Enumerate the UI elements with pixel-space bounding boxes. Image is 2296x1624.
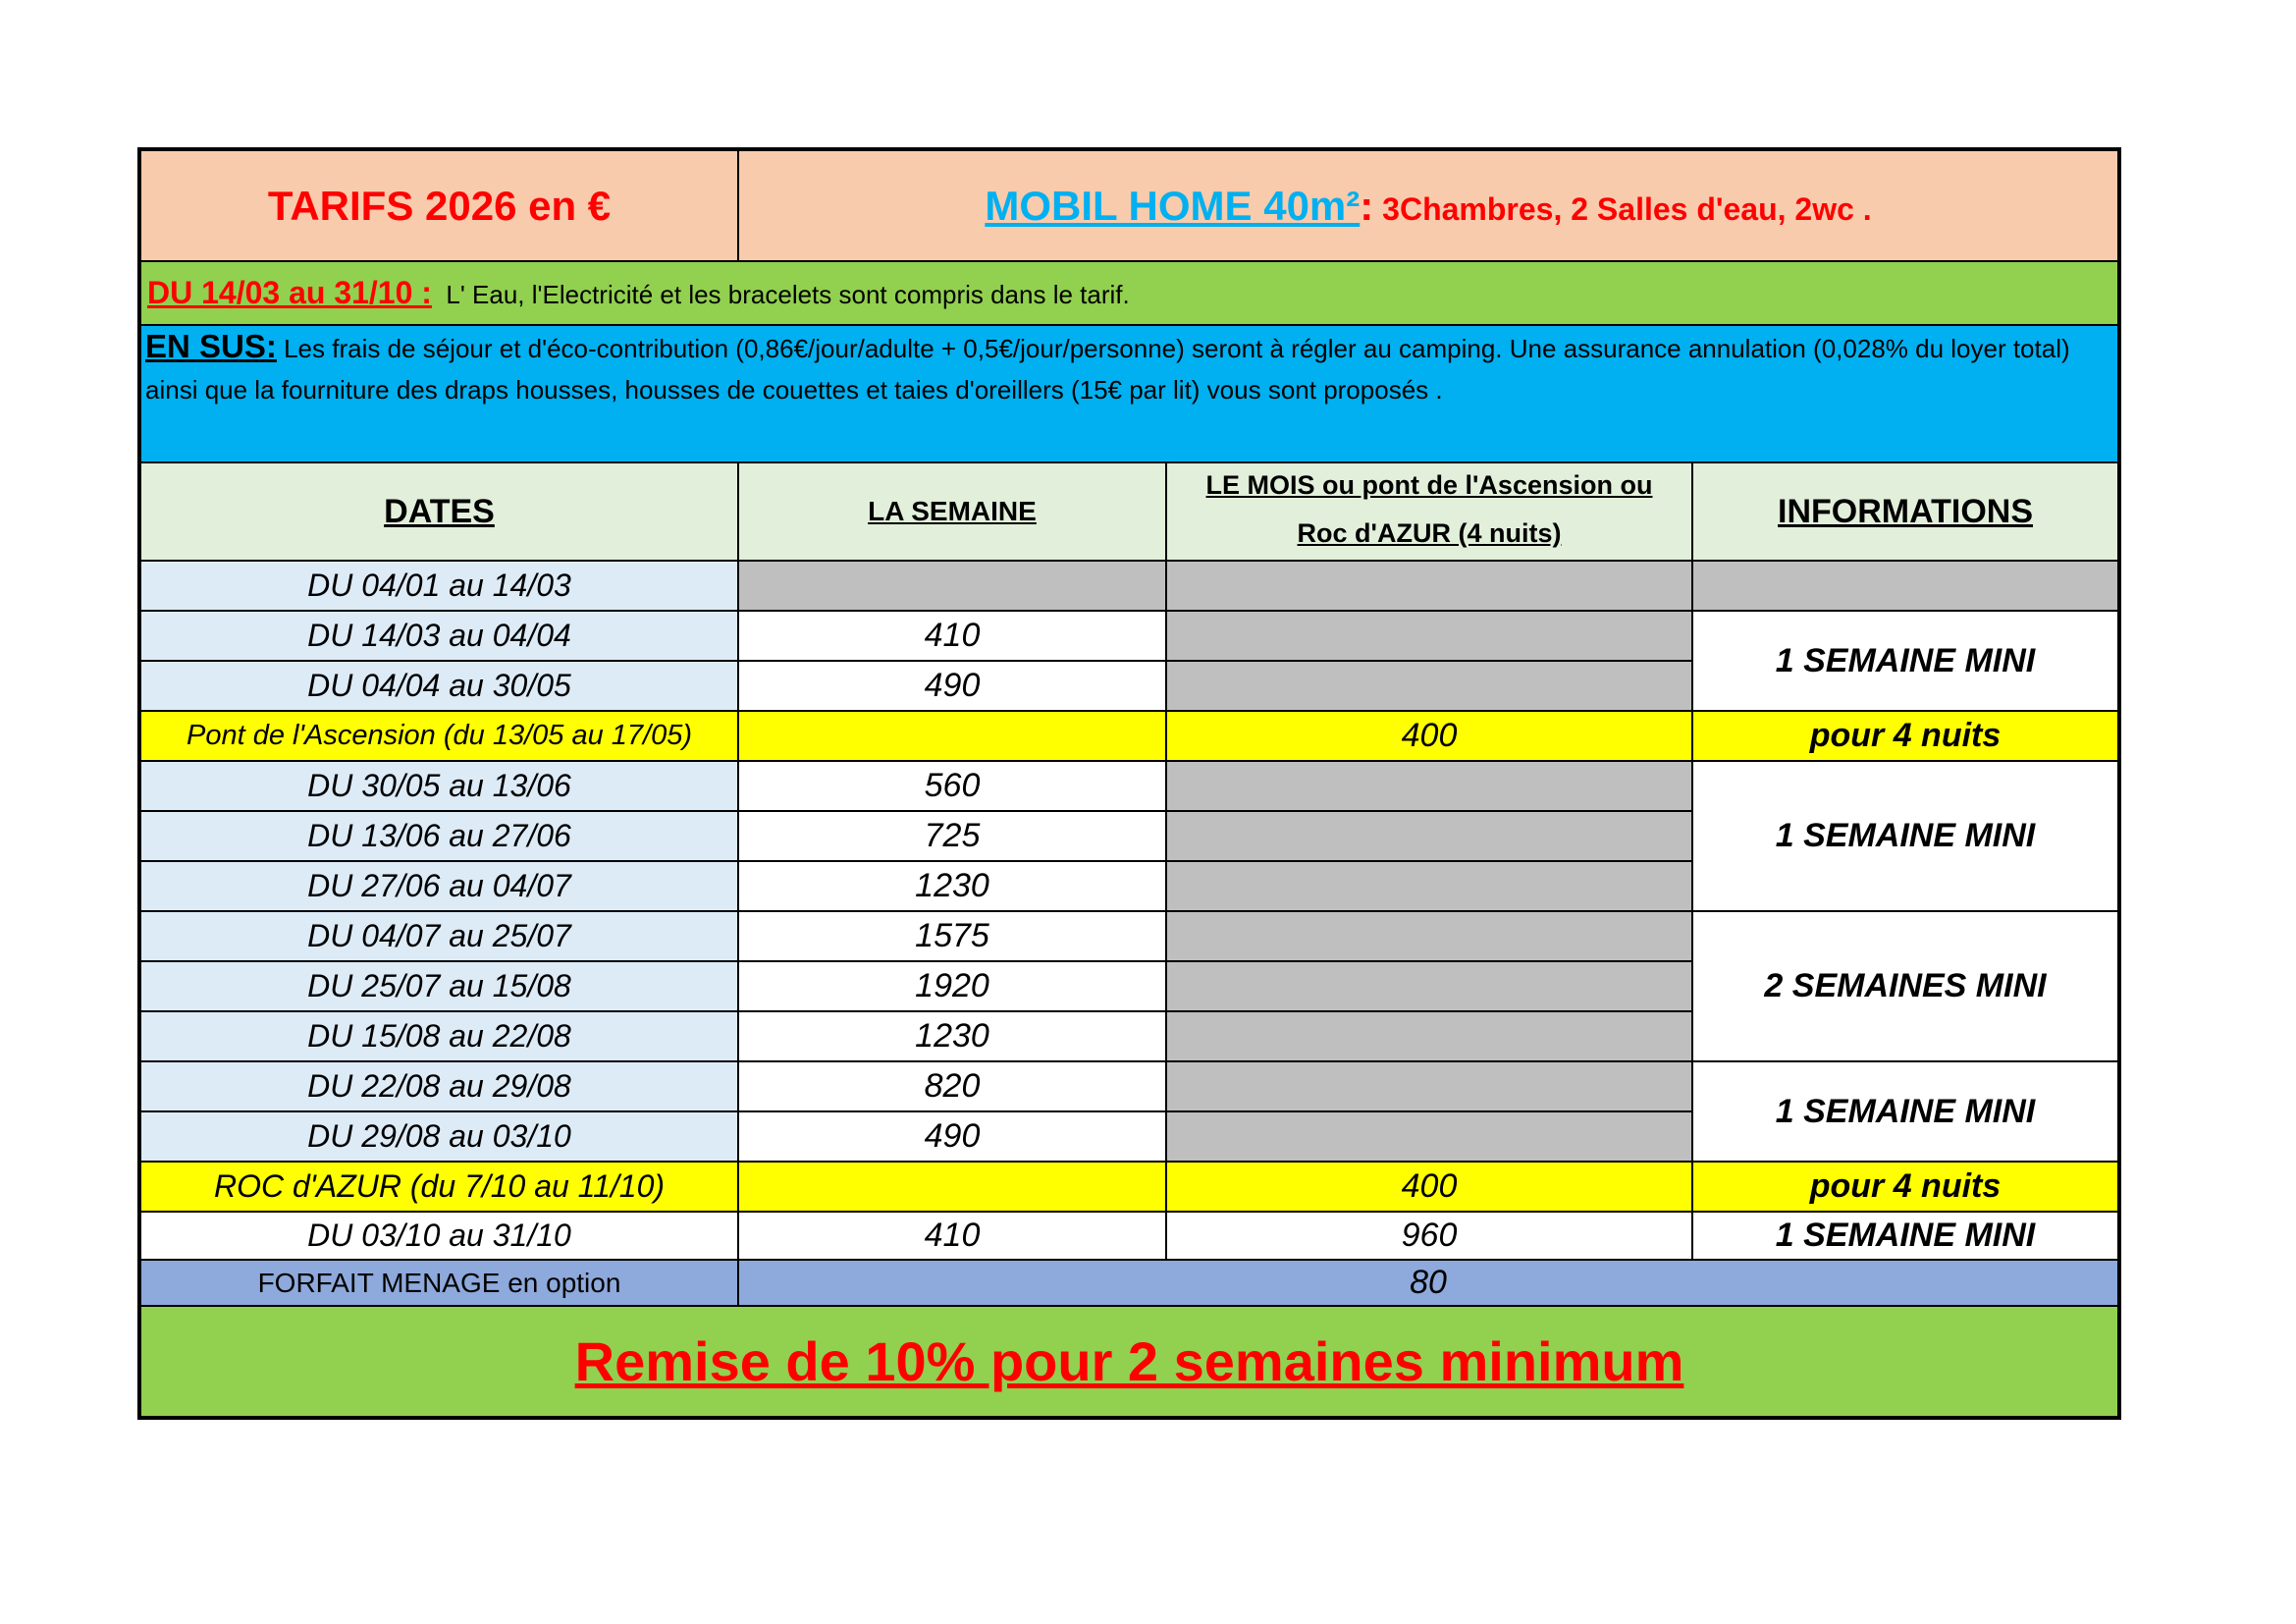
month-price-cell: [1166, 1111, 1692, 1162]
col-header-month-line1: LE MOIS ou pont de l'Ascension ou: [1205, 470, 1653, 500]
discount-text: Remise de 10% pour 2 semaines minimum: [574, 1330, 1684, 1392]
page-title: TARIFS 2026 en €: [267, 182, 612, 229]
dates-cell: DU 03/10 au 31/10: [139, 1212, 738, 1260]
info-cell: pour 4 nuits: [1692, 711, 2119, 761]
week-price-cell: 820: [738, 1061, 1166, 1111]
discount-row: [139, 1306, 2119, 1418]
dates-cell: DU 13/06 au 27/06: [139, 811, 738, 861]
month-price-cell: [1166, 661, 1692, 711]
month-price-cell: [1166, 1061, 1692, 1111]
period-text: L' Eau, l'Electricité et les bracelets sont compris dans le tarif.: [446, 280, 1130, 309]
month-price-cell: 400: [1166, 1162, 1692, 1212]
table-row: [139, 911, 2119, 961]
cleaning-label: FORFAIT MENAGE en option: [139, 1260, 738, 1306]
cleaning-price: 80: [738, 1260, 2119, 1306]
week-price-cell: [738, 711, 1166, 761]
week-price-cell: [738, 1162, 1166, 1212]
table-row-highlight: [139, 1162, 2119, 1212]
week-price-cell: 725: [738, 811, 1166, 861]
table-row: [139, 761, 2119, 811]
dates-cell: DU 15/08 au 22/08: [139, 1011, 738, 1061]
week-price-cell: 490: [738, 1111, 1166, 1162]
title-cell: [139, 149, 738, 261]
week-price-cell: [738, 561, 1166, 611]
cleaning-row: [139, 1260, 2119, 1306]
table-row: [139, 1061, 2119, 1111]
month-price-cell: [1166, 561, 1692, 611]
product-title: MOBIL HOME 40m²: [985, 182, 1361, 229]
month-price-cell: [1166, 961, 1692, 1011]
info-cell-empty: [1692, 561, 2119, 611]
info-cell: 1 SEMAINE MINI: [1692, 761, 2119, 911]
dates-cell: DU 04/07 au 25/07: [139, 911, 738, 961]
table-row: [139, 611, 2119, 661]
month-price-cell: [1166, 1011, 1692, 1061]
product-cell: [738, 149, 2119, 261]
month-price-cell: 400: [1166, 711, 1692, 761]
week-price-cell: 410: [738, 1212, 1166, 1260]
period-label: DU 14/03 au 31/10 :: [147, 275, 432, 310]
col-header-dates-label: DATES: [384, 492, 495, 530]
dates-cell: DU 14/03 au 04/04: [139, 611, 738, 661]
table-row-highlight: [139, 711, 2119, 761]
period-note-row: [139, 261, 2119, 325]
column-header-row: [139, 462, 2119, 561]
col-header-info-label: INFORMATIONS: [1778, 492, 2034, 530]
tariff-table: [137, 147, 2121, 1420]
dates-cell: DU 04/04 au 30/05: [139, 661, 738, 711]
dates-cell: Pont de l'Ascension (du 13/05 au 17/05): [139, 711, 738, 761]
product-colon: :: [1360, 182, 1374, 229]
extras-text: Les frais de séjour et d'éco-contribution (0,86€/jour/adulte + 0,5€/jour/personne) seront à régler au camping. Une assurance annulation (0,028% du loyer total) ainsi que la fourniture des draps housses, housses de couettes et taies d'oreillers (15€ par lit) vous sont proposés .: [145, 334, 2070, 405]
table-row: [139, 561, 2119, 611]
col-header-dates: [139, 462, 738, 561]
month-price-cell: 960: [1166, 1212, 1692, 1260]
dates-cell: DU 29/08 au 03/10: [139, 1111, 738, 1162]
month-price-cell: [1166, 911, 1692, 961]
month-price-cell: [1166, 861, 1692, 911]
extras-label: EN SUS:: [145, 328, 277, 364]
month-price-cell: [1166, 811, 1692, 861]
week-price-cell: 560: [738, 761, 1166, 811]
info-cell: 1 SEMAINE MINI: [1692, 1061, 2119, 1162]
dates-cell: DU 30/05 au 13/06: [139, 761, 738, 811]
dates-cell: DU 27/06 au 04/07: [139, 861, 738, 911]
week-price-cell: 410: [738, 611, 1166, 661]
dates-cell: DU 22/08 au 29/08: [139, 1061, 738, 1111]
month-price-cell: [1166, 611, 1692, 661]
period-note-cell: [139, 261, 2119, 325]
week-price-cell: 1230: [738, 861, 1166, 911]
col-header-week-label: LA SEMAINE: [868, 496, 1037, 526]
month-price-cell: [1166, 761, 1692, 811]
title-row: [139, 149, 2119, 261]
week-price-cell: 1920: [738, 961, 1166, 1011]
col-header-week: [738, 462, 1166, 561]
col-header-info: [1692, 462, 2119, 561]
dates-cell: DU 25/07 au 15/08: [139, 961, 738, 1011]
discount-cell: [139, 1306, 2119, 1418]
extras-note-cell: [139, 325, 2119, 462]
week-price-cell: 490: [738, 661, 1166, 711]
info-cell: 1 SEMAINE MINI: [1692, 611, 2119, 711]
week-price-cell: 1230: [738, 1011, 1166, 1061]
table-row: [139, 1212, 2119, 1260]
info-cell: 1 SEMAINE MINI: [1692, 1212, 2119, 1260]
dates-cell: DU 04/01 au 14/03: [139, 561, 738, 611]
extras-note-row: [139, 325, 2119, 462]
dates-cell: ROC d'AZUR (du 7/10 au 11/10): [139, 1162, 738, 1212]
col-header-month: [1166, 462, 1692, 561]
info-cell: 2 SEMAINES MINI: [1692, 911, 2119, 1061]
product-details: 3Chambres, 2 Salles d'eau, 2wc .: [1373, 190, 1872, 227]
week-price-cell: 1575: [738, 911, 1166, 961]
info-cell: pour 4 nuits: [1692, 1162, 2119, 1212]
col-header-month-line2: Roc d'AZUR (4 nuits): [1297, 518, 1562, 548]
